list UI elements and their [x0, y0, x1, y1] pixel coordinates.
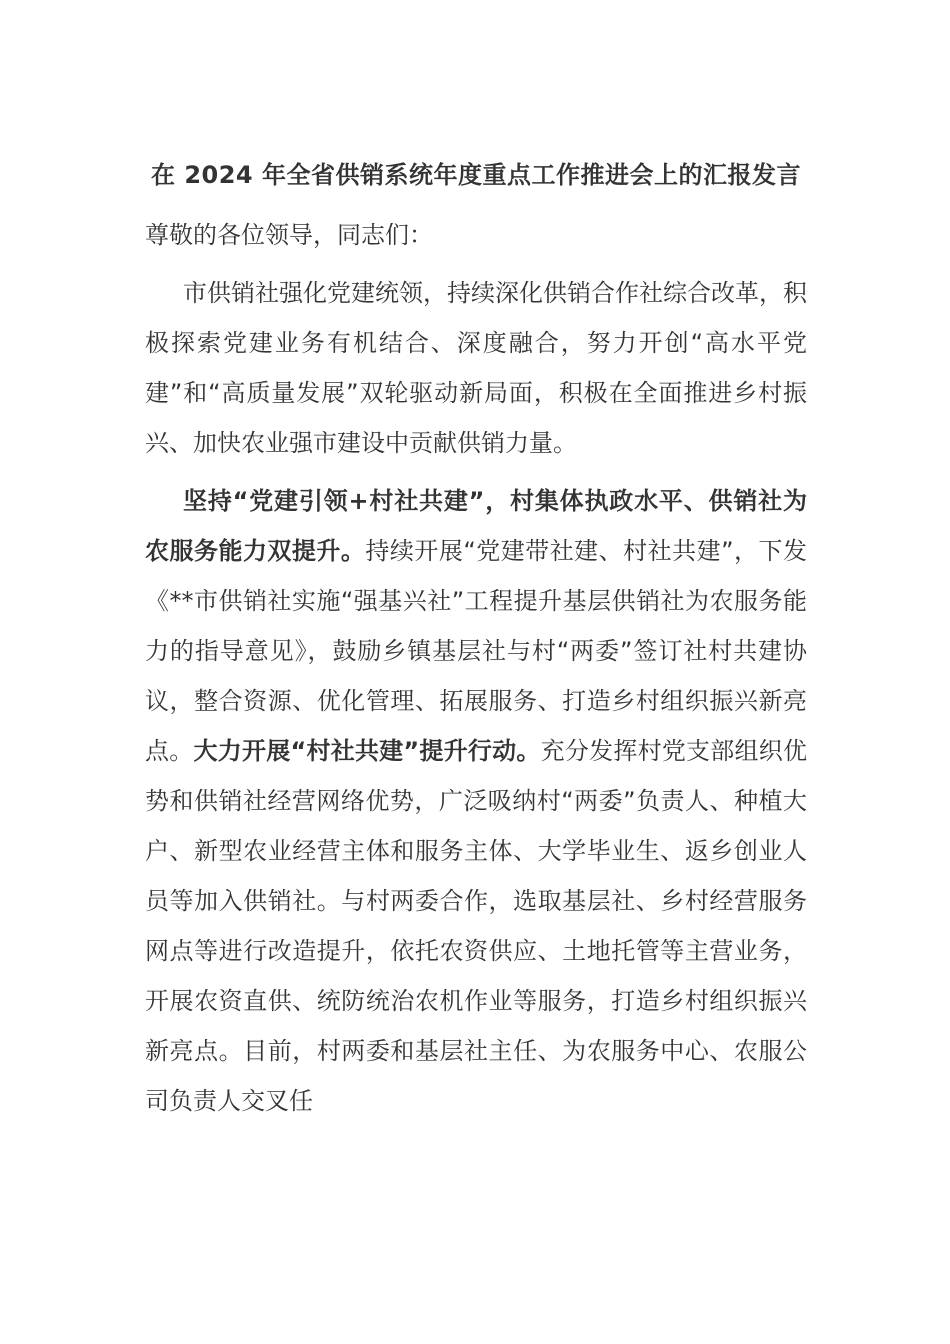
paragraph-2: [145, 476, 807, 1126]
paragraph-2-text-1: 持续开展“党建带社建、村社共建”，下发《**市供销社实施“强基兴社”工程提升基层供销社为农服务能力的指导意见》，鼓励乡镇基层社与村“两委”签订社村共建协议，整合资源、优化管理、拓展服务、打造乡村组织振兴新亮点。: [145, 537, 807, 765]
paragraph-2-bold-subheading: 大力开展“村社共建”提升行动。: [193, 737, 541, 765]
salutation: 尊敬的各位领导，同志们：: [145, 221, 433, 249]
paragraph-2-text-2: 充分发挥村党支部组织优势和供销社经营网络优势，广泛吸纳村“两委”负责人、种植大户、新型农业经营主体和服务主体、大学毕业生、返乡创业人员等加入供销社。与村两委合作，选取基层社、乡村经营服务网点等进行改造提升，依托农资供应、土地托管等主营业务，开展农资直供、统防统治农机作业等服务，打造乡村组织振兴新亮点。目前，村两委和基层社主任、为农服务中心、农服公司负责人交叉任: [145, 737, 808, 1115]
paragraph-2-bold-heading: 坚持“党建引领+村社共建”，村集体执政水平、供销社为农服务能力双提升。: [145, 487, 807, 565]
document-title: 在 2024 年全省供销系统年度重点工作推进会上的汇报发言: [150, 161, 801, 189]
document-body: [145, 150, 807, 1126]
paragraph-1: 市供销社强化党建统领，持续深化供销合作社综合改革，积极探索党建业务有机结合、深度融合，努力开创“高水平党建”和“高质量发展”双轮驱动新局面，积极在全面推进乡村振兴、加快农业强市建设中贡献供销力量。: [145, 279, 807, 457]
